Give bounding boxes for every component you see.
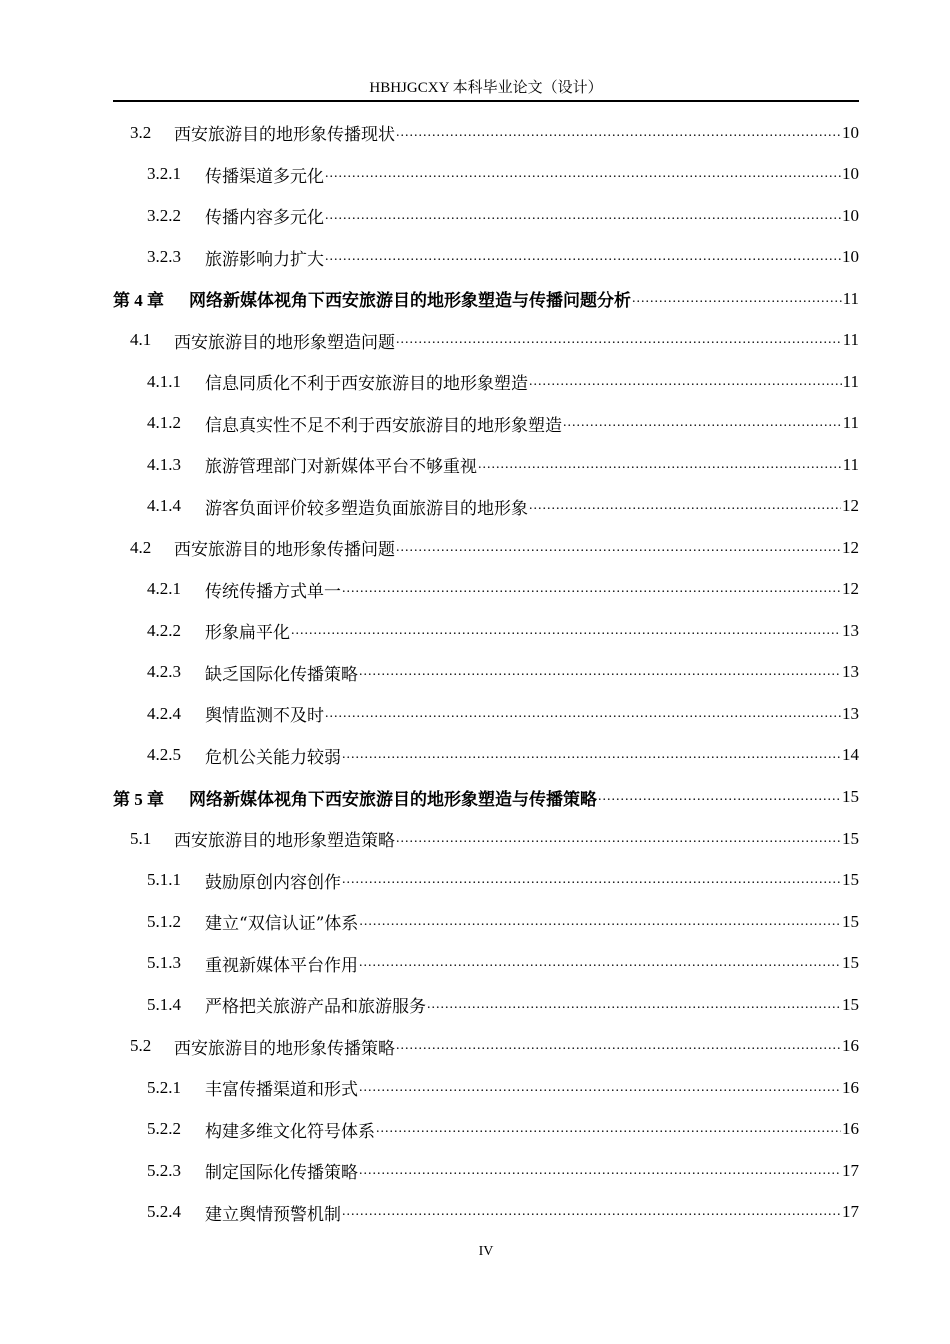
- toc-entry-title: 网络新媒体视角下西安旅游目的地形象塑造与传播问题分析: [189, 291, 631, 312]
- header-rule: [113, 100, 859, 102]
- toc-entry[interactable]: [113, 486, 859, 528]
- toc-entry-page: 17: [842, 1160, 859, 1180]
- toc-entry-page: 11: [842, 330, 859, 350]
- dot-leader: [632, 289, 842, 309]
- toc-entry-page: 17: [842, 1202, 859, 1222]
- toc-entry-number: 4.2.1: [147, 579, 181, 599]
- dot-leader: [325, 164, 841, 184]
- toc-entry-number: 5.1.3: [147, 953, 181, 973]
- toc-entry[interactable]: [113, 610, 859, 652]
- toc-entry-title: 信息真实性不足不利于西安旅游目的地形象塑造: [205, 415, 562, 436]
- toc-entry[interactable]: [113, 237, 859, 279]
- toc-entry-page: 11: [842, 454, 859, 474]
- toc-entry-number: 5.1: [130, 828, 152, 848]
- toc-entry-title: 西安旅游目的地形象传播现状: [174, 125, 395, 146]
- toc-entry-number: 4.1.2: [147, 413, 181, 433]
- toc-entry-title: 网络新媒体视角下西安旅游目的地形象塑造与传播策略: [189, 789, 597, 810]
- dot-leader: [342, 870, 841, 890]
- toc-entry-page: 16: [842, 1119, 859, 1139]
- toc-entry[interactable]: [113, 1025, 859, 1067]
- toc-entry-page: 15: [842, 994, 859, 1014]
- dot-leader: [359, 912, 841, 932]
- toc-entry-number: 5.1.1: [147, 870, 181, 890]
- toc-entry-title: 建立舆情预警机制: [205, 1204, 341, 1225]
- toc-entry[interactable]: [113, 942, 859, 984]
- toc-entry-number: 4.2.5: [147, 745, 181, 765]
- toc-entry[interactable]: [113, 1150, 859, 1192]
- toc-entry-number: 5.2.4: [147, 1202, 181, 1222]
- toc-entry[interactable]: [113, 859, 859, 901]
- toc-entry-title: 信息同质化不利于西安旅游目的地形象塑造: [205, 374, 528, 395]
- toc-entry-title: 传播渠道多元化: [205, 166, 324, 187]
- toc-entry-number: 4.2.4: [147, 703, 181, 723]
- table-of-contents: [113, 112, 859, 1233]
- toc-entry-title: 构建多维文化符号体系: [205, 1121, 375, 1142]
- toc-entry-page: 16: [842, 1036, 859, 1056]
- toc-entry-page: 13: [842, 703, 859, 723]
- dot-leader: [396, 1036, 841, 1056]
- toc-entry-number: 5.1.4: [147, 994, 181, 1014]
- toc-entry-number: 5.2.1: [147, 1077, 181, 1097]
- toc-entry-page: 11: [842, 288, 859, 308]
- toc-entry-title: 建立“双信认证”体系: [205, 914, 359, 935]
- toc-entry-page: 13: [842, 620, 859, 640]
- toc-entry-page: 11: [842, 413, 859, 433]
- dot-leader: [427, 995, 841, 1015]
- toc-entry[interactable]: [113, 403, 859, 445]
- toc-entry-title: 严格把关旅游产品和旅游服务: [205, 997, 426, 1018]
- toc-entry-number: 4.2.2: [147, 620, 181, 640]
- toc-entry[interactable]: [113, 278, 859, 320]
- toc-entry-number: 5.2: [130, 1036, 152, 1056]
- toc-entry[interactable]: [113, 1067, 859, 1109]
- dot-leader: [396, 829, 841, 849]
- toc-entry-page: 15: [842, 787, 859, 806]
- toc-entry-page: 11: [842, 371, 859, 391]
- dot-leader: [291, 621, 841, 641]
- toc-entry[interactable]: [113, 154, 859, 196]
- toc-entry-number: 3.2: [130, 122, 152, 142]
- toc-entry-title: 危机公关能力较弱: [205, 747, 341, 768]
- toc-entry-title: 重视新媒体平台作用: [205, 955, 358, 976]
- toc-entry-title: 旅游管理部门对新媒体平台不够重视: [205, 457, 477, 478]
- toc-entry-title: 形象扁平化: [205, 623, 290, 644]
- toc-entry-page: 10: [842, 205, 859, 225]
- dot-leader: [342, 745, 841, 765]
- toc-entry-page: 10: [842, 164, 859, 184]
- dot-leader: [478, 455, 842, 475]
- toc-entry-title: 西安旅游目的地形象传播问题: [174, 540, 395, 561]
- toc-entry[interactable]: [113, 818, 859, 860]
- toc-entry[interactable]: [113, 195, 859, 237]
- toc-entry[interactable]: [113, 527, 859, 569]
- dot-leader: [376, 1119, 841, 1139]
- toc-entry-number: 4.1.1: [147, 371, 181, 391]
- dot-leader: [325, 704, 841, 724]
- toc-entry-page: 14: [842, 745, 859, 765]
- dot-leader: [563, 413, 842, 433]
- toc-entry-title: 西安旅游目的地形象传播策略: [174, 1038, 395, 1059]
- toc-entry[interactable]: [113, 320, 859, 362]
- toc-entry-number: 3.2.3: [147, 247, 181, 267]
- dot-leader: [325, 247, 841, 267]
- dot-leader: [359, 953, 841, 973]
- toc-entry-title: 西安旅游目的地形象塑造策略: [174, 831, 395, 852]
- toc-entry[interactable]: [113, 361, 859, 403]
- dot-leader: [359, 1161, 841, 1181]
- toc-entry-title: 传统传播方式单一: [205, 581, 341, 602]
- toc-entry[interactable]: [113, 444, 859, 486]
- toc-entry-page: 10: [842, 247, 859, 267]
- dot-leader: [396, 123, 841, 143]
- toc-entry-title: 游客负面评价较多塑造负面旅游目的地形象: [205, 498, 528, 519]
- dot-leader: [529, 372, 842, 392]
- toc-entry-page: 12: [842, 496, 859, 516]
- dot-leader: [396, 538, 841, 558]
- toc-entry-number: 3.2.1: [147, 164, 181, 184]
- toc-entry-page: 13: [842, 662, 859, 682]
- toc-entry-page: 15: [842, 870, 859, 890]
- toc-entry-number: 4.1: [130, 330, 152, 350]
- toc-entry[interactable]: [113, 776, 859, 818]
- toc-entry-number: 4.2: [130, 537, 152, 557]
- toc-entry-title: 缺乏国际化传播策略: [205, 664, 358, 685]
- toc-entry-number: 4.1.4: [147, 496, 181, 516]
- toc-entry-title: 丰富传播渠道和形式: [205, 1080, 358, 1101]
- toc-entry[interactable]: [113, 693, 859, 735]
- toc-entry-page: 12: [842, 579, 859, 599]
- toc-entry-title: 西安旅游目的地形象塑造问题: [174, 332, 395, 353]
- toc-entry[interactable]: [113, 984, 859, 1026]
- dot-leader: [359, 1078, 841, 1098]
- dot-leader: [342, 1202, 841, 1222]
- toc-entry-number: 5.2.2: [147, 1119, 181, 1139]
- toc-entry-page: 15: [842, 828, 859, 848]
- toc-entry-title: 旅游影响力扩大: [205, 249, 324, 270]
- toc-entry-number: 4.1.3: [147, 454, 181, 474]
- toc-entry-number: 4.2.3: [147, 662, 181, 682]
- toc-entry-page: 12: [842, 537, 859, 557]
- toc-entry-title: 制定国际化传播策略: [205, 1163, 358, 1184]
- toc-entry-number: 5.1.2: [147, 911, 181, 931]
- toc-entry[interactable]: [113, 569, 859, 611]
- toc-entry-number: 第 4 章: [113, 291, 164, 311]
- toc-entry-number: 5.2.3: [147, 1160, 181, 1180]
- toc-entry-title: 传播内容多元化: [205, 208, 324, 229]
- toc-entry[interactable]: [113, 1191, 859, 1233]
- toc-entry-title: 舆情监测不及时: [205, 706, 324, 727]
- dot-leader: [342, 579, 841, 599]
- toc-entry-page: 15: [842, 953, 859, 973]
- toc-entry[interactable]: [113, 652, 859, 694]
- dot-leader: [529, 496, 841, 516]
- toc-entry-title: 鼓励原创内容创作: [205, 872, 341, 893]
- toc-entry[interactable]: [113, 735, 859, 777]
- dot-leader: [396, 330, 842, 350]
- toc-entry-page: 15: [842, 911, 859, 931]
- toc-entry[interactable]: [113, 1108, 859, 1150]
- toc-entry-number: 3.2.2: [147, 205, 181, 225]
- dot-leader: [359, 662, 841, 682]
- dot-leader: [598, 787, 841, 807]
- toc-entry[interactable]: [113, 112, 859, 154]
- dot-leader: [325, 206, 841, 226]
- toc-entry[interactable]: [113, 901, 859, 943]
- running-header: HBHJGCXY 本科毕业论文（设计）: [369, 80, 603, 96]
- toc-entry-page: 16: [842, 1077, 859, 1097]
- toc-entry-number: 第 5 章: [113, 789, 164, 809]
- toc-entry-page: 10: [842, 122, 859, 142]
- page-number: IV: [478, 1244, 494, 1259]
